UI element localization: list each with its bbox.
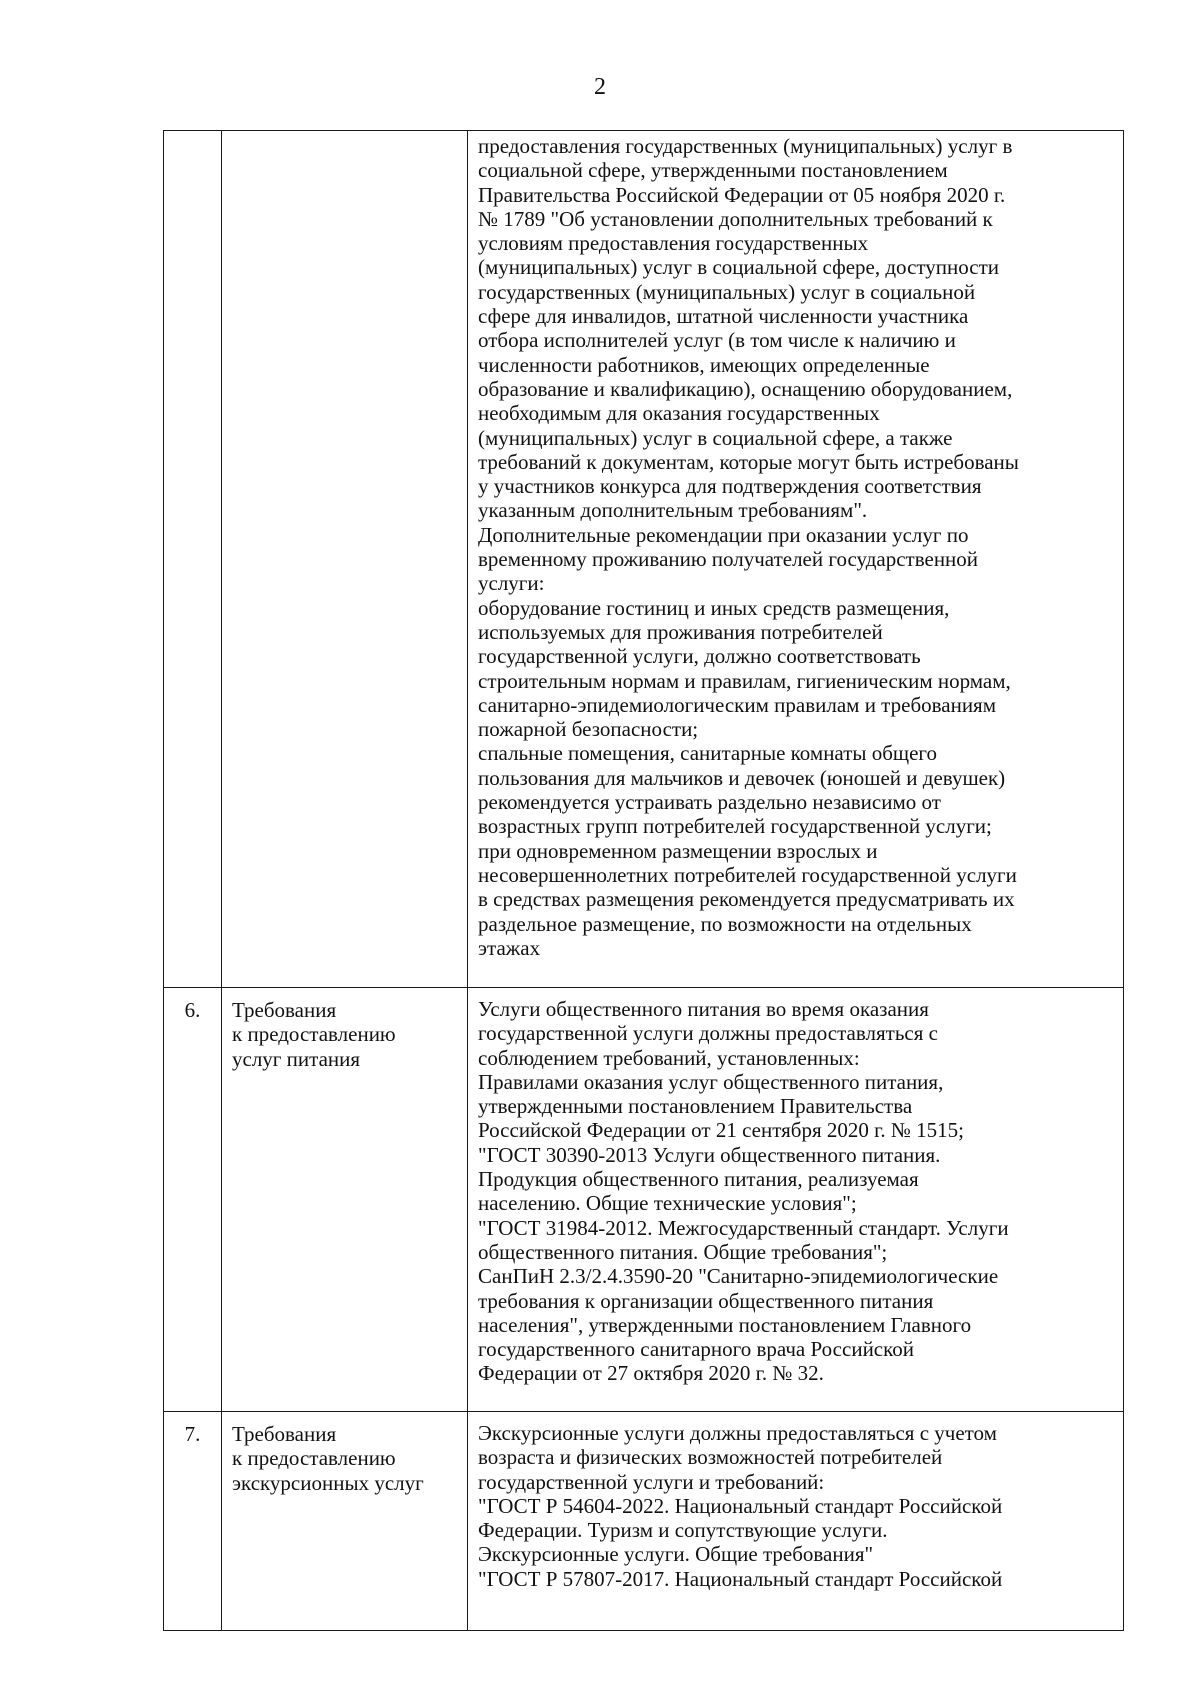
text-line: общественного питания. Общие требования"; (478, 1239, 888, 1264)
text-line: государственной услуги, должно соответствовать (478, 644, 921, 669)
text-line: отбора исполнителей услуг (в том числе к наличию и (478, 328, 956, 353)
text-line: социальной сфере, утвержденными постановлением (478, 158, 948, 183)
text-line: "ГОСТ Р 54604-2022. Национальный стандарт Российской (478, 1493, 1003, 1518)
text-line: строительным нормам и правилам, гигиеническим нормам, (478, 668, 1011, 693)
text-line: Правилами оказания услуг общественного питания, (478, 1069, 944, 1094)
text-line: сфере для инвалидов, штатной численности участника (478, 304, 969, 329)
name-line: услуг питания (232, 1046, 361, 1071)
text-line: (муниципальных) услуг в социальной сфере, доступности (478, 255, 1000, 280)
text-line: используемых для проживания потребителей (478, 619, 883, 644)
text-line: оборудование гостиниц и иных средств размещения, (478, 595, 950, 620)
text-line: Российской Федерации от 21 сентября 2020 г. № 1515; (478, 1118, 964, 1143)
text-line: Федерации от 27 октября 2020 г. № 32. (478, 1361, 824, 1386)
text-line: соблюдением требований, установленных: (478, 1045, 860, 1070)
text-line: Экскурсионные услуги. Общие требования" (478, 1542, 874, 1567)
text-line: "ГОСТ 30390-2013 Услуги общественного питания. (478, 1142, 941, 1167)
text-line: санитарно-эпидемиологическим правилам и требованиям (478, 692, 997, 717)
table-row (164, 1412, 1124, 1631)
text-line: спальные помещения, санитарные комнаты общего (478, 741, 938, 766)
text-line: пользования для мальчиков и девочек (юношей и девушек) (478, 765, 1006, 790)
text-line: услуги: (478, 571, 545, 596)
text-line: у участников конкурса для подтверждения соответствия (478, 474, 982, 499)
text-line: рекомендуется устраивать раздельно независимо от (478, 790, 941, 815)
text-line: населению. Общие технические условия"; (478, 1191, 857, 1216)
text-line: временному проживанию получателей государственной (478, 547, 979, 572)
requirements-table (163, 130, 1124, 1631)
text-line: возраста и физических возможностей потребителей (478, 1445, 943, 1470)
text-line: образование и квалификацию), оснащению оборудованием, (478, 376, 1013, 401)
text-line: СанПиН 2.3/2.4.3590-20 "Санитарно-эпидемиологические (478, 1264, 999, 1289)
table-row (164, 131, 1124, 988)
name-line: экскурсионных услуг (232, 1470, 424, 1495)
text-line: утвержденными постановлением Правительства (478, 1094, 913, 1119)
name-line: к предоставлению (232, 1446, 396, 1471)
text-line: предоставления государственных (муниципальных) услуг в (478, 134, 1013, 158)
text-line: в средствах размещения рекомендуется предусматривать их (478, 887, 1015, 912)
text-line: Экскурсионные услуги должны предоставляться с учетом (478, 1421, 997, 1445)
text-line: "ГОСТ Р 57807-2017. Национальный стандарт Российской (478, 1566, 1003, 1591)
row-text-cell (468, 988, 1124, 1412)
text-line: условиям предоставления государственных (478, 231, 869, 256)
row-text-cell (468, 131, 1124, 988)
text-line: возрастных групп потребителей государственной услуги; (478, 814, 992, 839)
text-line: численности работников, имеющих определенные (478, 352, 930, 377)
text-line: пожарной безопасности; (478, 717, 699, 742)
text-line: необходимым для оказания государственных (478, 401, 880, 426)
text-line: государственного санитарного врача Российской (478, 1337, 914, 1362)
page-number: 2 (594, 74, 606, 100)
text-line: несовершеннолетних потребителей государственной услуги (478, 862, 1017, 887)
text-line: этажах (478, 935, 541, 960)
text-line: государственной услуги и требований: (478, 1469, 825, 1494)
text-line: государственной услуги должны предоставляться с (478, 1021, 938, 1046)
text-line: "ГОСТ 31984-2012. Межгосударственный стандарт. Услуги (478, 1215, 1009, 1240)
text-line: при одновременном размещении взрослых и (478, 838, 878, 863)
row-name-cell (222, 1412, 468, 1631)
text-line: Правительства Российской Федерации от 05 ноября 2020 г. (478, 182, 1006, 207)
text-line: Продукция общественного питания, реализуемая (478, 1167, 919, 1192)
text-line: раздельное размещение, по возможности на отдельных (478, 911, 972, 936)
text-line: Услуги общественного питания во время оказания (478, 997, 929, 1021)
row-name-cell (222, 131, 468, 988)
row-name-cell (222, 988, 468, 1412)
text-line: требований к документам, которые могут быть истребованы (478, 449, 1019, 474)
text-line: № 1789 "Об установлении дополнительных требований к (478, 206, 993, 231)
row-number-cell: 6. (164, 988, 222, 1412)
text-line: Федерации. Туризм и сопутствующие услуги. (478, 1518, 888, 1543)
row-text-cell (468, 1412, 1124, 1631)
name-line: к предоставлению (232, 1022, 396, 1047)
row-number-cell (164, 131, 222, 988)
row-number-cell: 7. (164, 1412, 222, 1631)
text-line: государственных (муниципальных) услуг в социальной (478, 279, 976, 304)
text-line: указанным дополнительным требованиям". (478, 498, 868, 523)
text-line: (муниципальных) услуг в социальной сфере, а также (478, 425, 953, 450)
name-line: Требования (232, 1422, 337, 1446)
text-line: требования к организации общественного питания (478, 1288, 934, 1313)
name-line: Требования (232, 998, 337, 1022)
text-line: Дополнительные рекомендации при оказании услуг по (478, 522, 969, 547)
table-row (164, 988, 1124, 1412)
text-line: населения", утвержденными постановлением Главного (478, 1312, 972, 1337)
